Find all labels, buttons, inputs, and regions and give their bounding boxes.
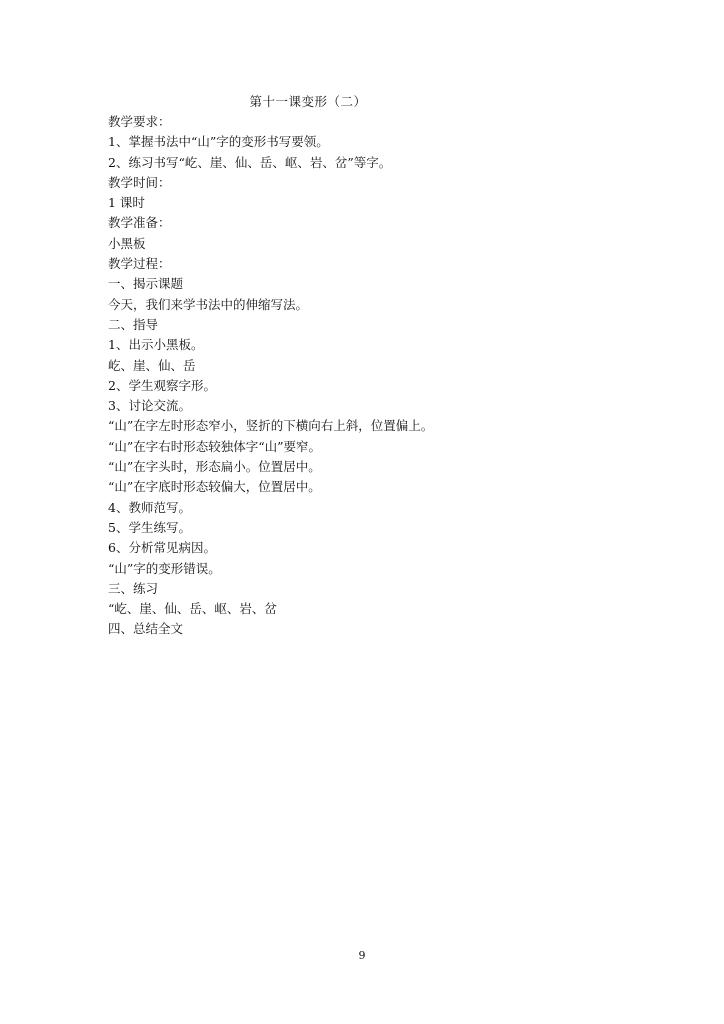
text-line: 屹、崖、仙、岳	[108, 357, 196, 373]
text-line: 3、讨论交流。	[108, 398, 191, 414]
text-line: 1、出示小黑板。	[108, 337, 204, 353]
text-line: “山”在字右时形态较独体字“山”要窄。	[108, 438, 322, 454]
text-line: 2、学生观察字形。	[108, 377, 216, 393]
text-line: 今天，我们来学书法中的伸缩写法。	[108, 296, 309, 312]
lesson-title: 第十一课变形（二）	[249, 94, 367, 109]
text-line: “山”在字头时，形态扁小。位置居中。	[108, 459, 321, 475]
text-line: 4、教师范写。	[108, 499, 191, 515]
text-line: 1、掌握书法中“山”字的变形书写要领。	[108, 134, 329, 150]
text-line: 5、学生练写。	[108, 519, 191, 535]
text-line: “山”在字底时形态较偏大，位置居中。	[108, 479, 321, 495]
text-line: “屹、崖、仙、岳、岖、岩、岔	[108, 601, 277, 617]
text-line: 教学要求：	[108, 114, 171, 129]
text-line: 教学过程：	[108, 256, 171, 272]
text-line: 小黑板	[108, 235, 146, 251]
text-line: “山”在字左时形态窄小，竖折的下横向右上斜，位置偏上。	[108, 418, 434, 434]
lesson-body	[108, 112, 628, 640]
text-line: 1 课时	[108, 195, 145, 211]
page-number: 9	[358, 949, 366, 962]
text-line: 一、揭示课题	[108, 276, 184, 292]
text-line: 教学时间：	[108, 174, 171, 190]
text-line: 教学准备：	[108, 215, 171, 231]
text-line: 三、练习	[108, 580, 159, 596]
text-line: 四、总结全文	[108, 621, 184, 637]
text-line: 二、指导	[108, 316, 159, 332]
text-line: “山”字的变形错误。	[108, 560, 221, 576]
text-line: 2、练习书写“屹、崖、仙、岳、岖、岩、岔”等字。	[108, 154, 392, 170]
text-line: 6、分析常见病因。	[108, 540, 216, 556]
